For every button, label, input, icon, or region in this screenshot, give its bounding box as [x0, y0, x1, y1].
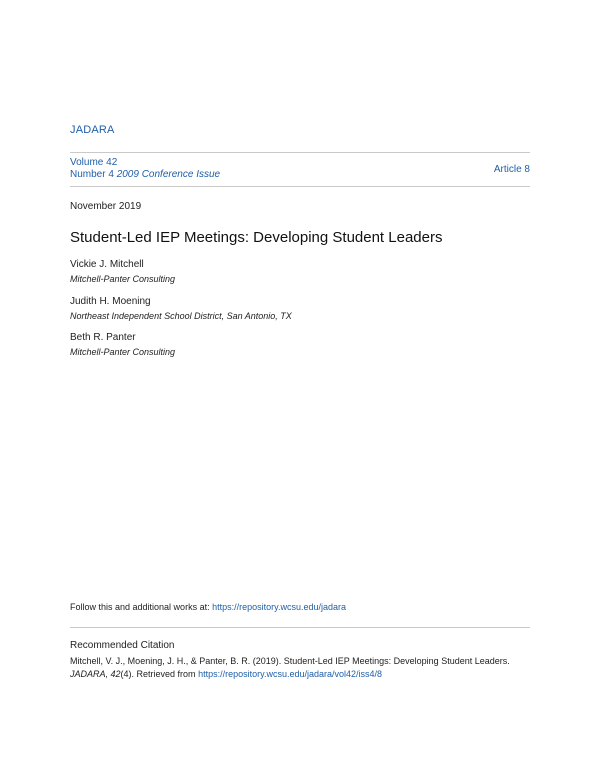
citation-journal: JADARA, 42: [70, 669, 121, 679]
author-name: Vickie J. Mitchell: [70, 259, 144, 270]
follow-line: [70, 602, 346, 612]
author-block: [70, 332, 175, 358]
author-name: Judith H. Moening: [70, 296, 151, 307]
follow-text: Follow this and additional works at:: [70, 602, 210, 612]
author-name: Beth R. Panter: [70, 332, 136, 343]
issue-info: [70, 157, 220, 181]
article-title: Student-Led IEP Meetings: Developing Student Leaders: [70, 229, 443, 246]
author-affiliation: Northeast Independent School District, San Antonio, TX: [70, 311, 292, 321]
divider-bottom: [70, 627, 530, 628]
issue-name: 2009 Conference Issue: [116, 169, 221, 180]
citation-body: Mitchell, V. J., Moening, J. H., & Panter, B. R. (2019). Student-Led IEP Meetings: Developing Student Leaders.: [70, 656, 510, 666]
author-affiliation: Mitchell-Panter Consulting: [70, 274, 176, 284]
citation-link[interactable]: https://repository.wcsu.edu/jadara/vol42/iss4/8: [198, 669, 383, 679]
divider-issue: [70, 186, 530, 187]
citation-heading: Recommended Citation: [70, 640, 175, 651]
article-link[interactable]: Article 8: [493, 164, 530, 175]
divider-top: [70, 152, 530, 153]
issue-number: Number 4: [70, 169, 114, 180]
citation-issue: (4). Retrieved from: [120, 669, 196, 679]
author-block: [70, 296, 292, 322]
author-affiliation: Mitchell-Panter Consulting: [70, 347, 176, 357]
volume-link[interactable]: Volume 42: [70, 157, 118, 168]
citation-text: [70, 655, 530, 681]
repository-link[interactable]: https://repository.wcsu.edu/jadara: [212, 602, 346, 612]
issue-number-link[interactable]: [70, 169, 220, 180]
journal-name[interactable]: JADARA: [70, 124, 115, 136]
publication-date: November 2019: [70, 201, 142, 212]
author-block: [70, 259, 175, 285]
